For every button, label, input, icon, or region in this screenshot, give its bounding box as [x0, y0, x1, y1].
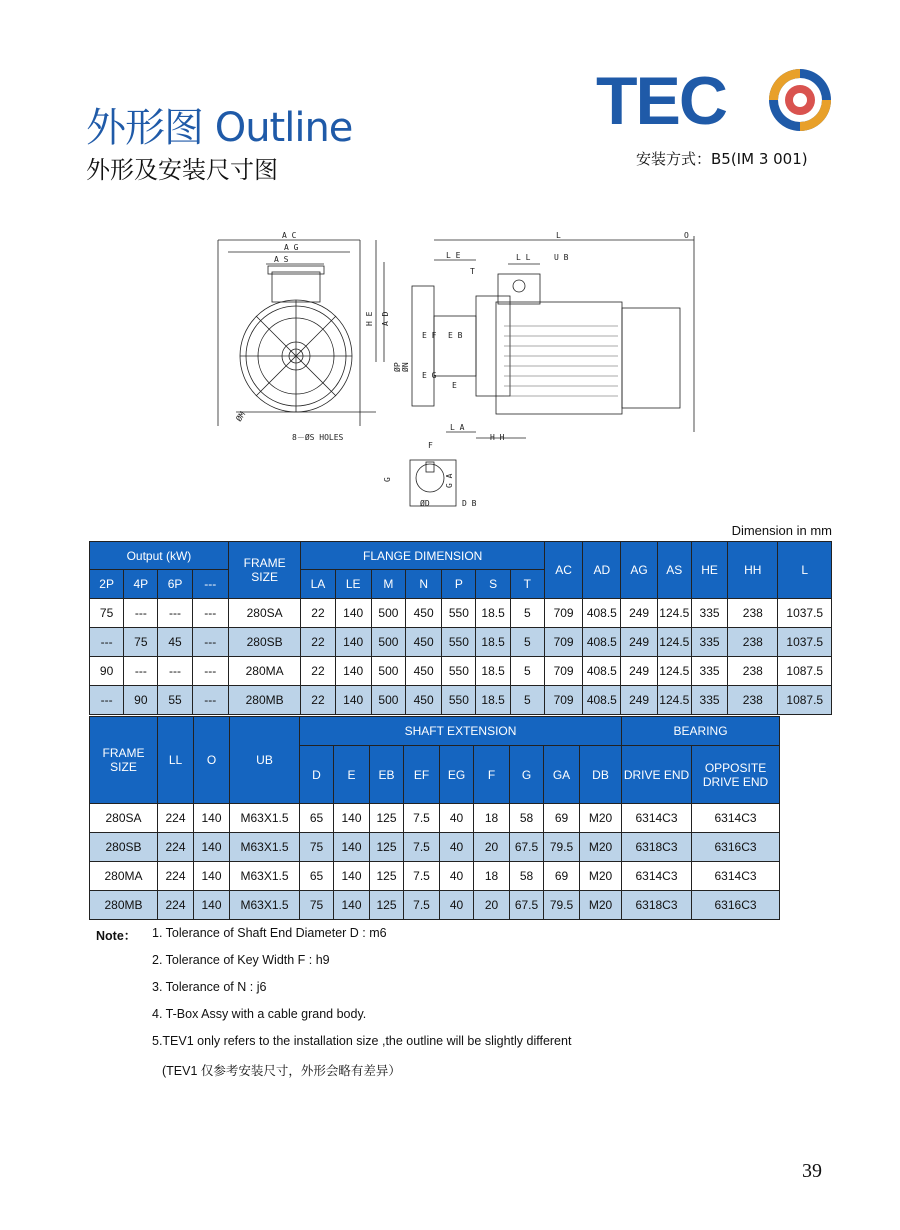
table-cell: 75: [90, 599, 124, 628]
table-cell: 58: [510, 862, 544, 891]
table-cell: 224: [158, 862, 194, 891]
table-cell: 224: [158, 804, 194, 833]
table-cell: 408.5: [583, 628, 621, 657]
label-ad: A D: [381, 311, 390, 326]
label-ub: U B: [554, 253, 569, 262]
table-cell: ---: [158, 657, 192, 686]
table-cell: 6314C3: [692, 804, 780, 833]
logo-text: TEC: [596, 63, 726, 138]
table-row: [90, 686, 832, 715]
col-header-f: F: [474, 746, 510, 804]
table-cell: 7.5: [404, 862, 440, 891]
table-cell: 125: [370, 804, 404, 833]
teco-logo: [596, 62, 836, 138]
table-cell: 500: [371, 628, 405, 657]
table-cell: 238: [728, 686, 778, 715]
table-cell: 55: [158, 686, 192, 715]
table-cell: 450: [406, 599, 442, 628]
table-cell: 280MB: [90, 891, 158, 920]
table-cell: 124.5: [657, 657, 691, 686]
table-cell: ---: [192, 657, 228, 686]
label-ll: L L: [516, 253, 531, 262]
table-cell: 1087.5: [778, 686, 832, 715]
col-header-l: L: [778, 542, 832, 599]
table-cell: M63X1.5: [230, 804, 300, 833]
table-cell: 140: [194, 862, 230, 891]
table-cell: M20: [580, 833, 622, 862]
table-cell: 125: [370, 891, 404, 920]
note-item: (TEV1 仅参考安装尺寸，外形会略有差异）: [162, 1064, 401, 1078]
label-o: O: [684, 231, 689, 240]
dimension-unit-note: Dimension in mm: [731, 523, 832, 538]
table-cell: 22: [301, 686, 335, 715]
table-cell: 79.5: [544, 891, 580, 920]
table-cell: 6316C3: [692, 891, 780, 920]
label-holes: 8－ØS HOLES: [292, 433, 344, 442]
label-e: E: [452, 381, 457, 390]
table-cell: 224: [158, 833, 194, 862]
table-cell: ---: [192, 599, 228, 628]
shaft-bearing-table: [89, 716, 780, 920]
label-he: H E: [365, 311, 374, 326]
table-cell: 280MA: [228, 657, 300, 686]
table-cell: 140: [334, 891, 370, 920]
table-cell: 18: [474, 862, 510, 891]
table-cell: 40: [440, 891, 474, 920]
table-cell: ---: [158, 599, 192, 628]
table-cell: M20: [580, 862, 622, 891]
table-cell: 140: [194, 891, 230, 920]
table-cell: 500: [371, 599, 405, 628]
table-cell: 550: [442, 657, 476, 686]
col-header-hh: HH: [728, 542, 778, 599]
table-cell: 5: [510, 657, 544, 686]
table-row: [90, 599, 832, 628]
label-t: T: [470, 267, 475, 276]
frame-size-header-2: FRAME SIZE: [90, 717, 158, 804]
table-cell: 58: [510, 804, 544, 833]
table-cell: M20: [580, 891, 622, 920]
label-ga: G A: [445, 473, 454, 488]
col-header-db: DB: [580, 746, 622, 804]
col-header-opposite-drive-end: OPPOSITE DRIVE END: [692, 746, 780, 804]
label-p: ØP: [393, 362, 402, 372]
col-header-s: S: [476, 570, 510, 599]
table-cell: 408.5: [583, 657, 621, 686]
table-cell: 18.5: [476, 686, 510, 715]
label-n: ØN: [401, 362, 410, 372]
table-cell: 709: [544, 657, 582, 686]
table-cell: 124.5: [657, 599, 691, 628]
table-cell: 550: [442, 628, 476, 657]
table-cell: 5: [510, 686, 544, 715]
label-ef: E F: [422, 331, 437, 340]
flange-dimension-header: FLANGE DIMENSION: [301, 542, 545, 570]
table-cell: 67.5: [510, 833, 544, 862]
col-header-2p: 2P: [90, 570, 124, 599]
table-cell: ---: [90, 686, 124, 715]
table-cell: 450: [406, 686, 442, 715]
table-cell: 18.5: [476, 628, 510, 657]
shaft-key-detail: [383, 441, 477, 508]
table-cell: 140: [194, 804, 230, 833]
page-number: 39: [802, 1160, 822, 1182]
table-cell: 6318C3: [622, 891, 692, 920]
table-cell: 22: [301, 628, 335, 657]
table-cell: ---: [124, 657, 158, 686]
table-cell: 140: [334, 804, 370, 833]
label-ag: A G: [284, 243, 299, 252]
col-header-e: E: [334, 746, 370, 804]
col-header-he: HE: [691, 542, 727, 599]
table-cell: 280MA: [90, 862, 158, 891]
table-row: [90, 833, 780, 862]
col-header-la: LA: [301, 570, 335, 599]
table-cell: 140: [335, 628, 371, 657]
label-ac: A C: [282, 231, 297, 240]
table-cell: 7.5: [404, 891, 440, 920]
col-header-ag: AG: [621, 542, 657, 599]
table-cell: 65: [300, 862, 334, 891]
table-cell: 140: [335, 686, 371, 715]
table-cell: ---: [124, 599, 158, 628]
col-header-eg: EG: [440, 746, 474, 804]
col-header-n: N: [406, 570, 442, 599]
col-header-t: T: [510, 570, 544, 599]
table-cell: 500: [371, 686, 405, 715]
table-cell: 90: [90, 657, 124, 686]
label-m: ØM: [234, 410, 248, 424]
table-cell: 7.5: [404, 833, 440, 862]
table-cell: ---: [90, 628, 124, 657]
table-cell: 75: [124, 628, 158, 657]
table-cell: M63X1.5: [230, 833, 300, 862]
table-cell: 1037.5: [778, 599, 832, 628]
table-cell: 5: [510, 599, 544, 628]
col-header-as: AS: [657, 542, 691, 599]
table-row: [90, 891, 780, 920]
table-cell: 69: [544, 862, 580, 891]
table-row: [90, 628, 832, 657]
outline-drawing: [200, 226, 720, 516]
table-row: [90, 657, 832, 686]
table-cell: 238: [728, 657, 778, 686]
label-d: ØD: [420, 499, 430, 508]
table-cell: 408.5: [583, 686, 621, 715]
table-cell: 67.5: [510, 891, 544, 920]
table-cell: 709: [544, 599, 582, 628]
col-header-ef: EF: [404, 746, 440, 804]
flange-dimension-table: [89, 541, 832, 715]
label-f: F: [428, 441, 433, 450]
table-cell: 335: [691, 628, 727, 657]
table-cell: 224: [158, 891, 194, 920]
frame-size-header: FRAME SIZE: [228, 542, 300, 599]
table-cell: 140: [335, 599, 371, 628]
table-cell: 249: [621, 628, 657, 657]
table-cell: 90: [124, 686, 158, 715]
table-cell: 280MB: [228, 686, 300, 715]
table-cell: 75: [300, 891, 334, 920]
label-l: L: [556, 231, 561, 240]
table-cell: 40: [440, 804, 474, 833]
bearing-header: BEARING: [622, 717, 780, 746]
table-cell: 79.5: [544, 833, 580, 862]
table-cell: M63X1.5: [230, 891, 300, 920]
table-cell: 125: [370, 862, 404, 891]
table-cell: 280SA: [228, 599, 300, 628]
table-cell: 22: [301, 599, 335, 628]
table-cell: M20: [580, 804, 622, 833]
table-cell: 1087.5: [778, 657, 832, 686]
col-header-p: P: [442, 570, 476, 599]
logo-swirl-icon: [769, 69, 831, 131]
table-cell: 550: [442, 686, 476, 715]
table-cell: 45: [158, 628, 192, 657]
col-header-4p: 4P: [124, 570, 158, 599]
page-subtitle: 外形及安装尺寸图: [86, 156, 278, 184]
table-cell: 140: [194, 833, 230, 862]
table-cell: 40: [440, 833, 474, 862]
col-header-d: D: [300, 746, 334, 804]
col-header-dash: ---: [192, 570, 228, 599]
table-cell: 238: [728, 599, 778, 628]
note-item: 3. Tolerance of N : j6: [152, 980, 267, 994]
table-cell: 709: [544, 686, 582, 715]
side-view: [392, 231, 694, 442]
col-header-ac: AC: [544, 542, 582, 599]
table-cell: 69: [544, 804, 580, 833]
table-cell: 124.5: [657, 628, 691, 657]
table-cell: 335: [691, 599, 727, 628]
table-cell: ---: [192, 628, 228, 657]
front-view: [218, 231, 390, 442]
label-la: L A: [450, 423, 465, 432]
table-cell: 238: [728, 628, 778, 657]
col-header-ub: UB: [230, 717, 300, 804]
table-cell: 125: [370, 833, 404, 862]
table-cell: 500: [371, 657, 405, 686]
label-eb: E B: [448, 331, 463, 340]
table-cell: 280SA: [90, 804, 158, 833]
col-header-ad: AD: [583, 542, 621, 599]
label-le: L E: [446, 251, 461, 260]
table-row: [90, 862, 780, 891]
table-cell: 20: [474, 833, 510, 862]
table-cell: 450: [406, 657, 442, 686]
table-cell: 335: [691, 686, 727, 715]
table-cell: 335: [691, 657, 727, 686]
table-cell: 20: [474, 891, 510, 920]
shaft-extension-header: SHAFT EXTENSION: [300, 717, 622, 746]
table-cell: 550: [442, 599, 476, 628]
label-as: A S: [274, 255, 289, 264]
col-header-ga: GA: [544, 746, 580, 804]
table-cell: 6314C3: [692, 862, 780, 891]
table-cell: 18.5: [476, 599, 510, 628]
col-header-m: M: [371, 570, 405, 599]
table-cell: 65: [300, 804, 334, 833]
table-cell: 1037.5: [778, 628, 832, 657]
table-cell: 40: [440, 862, 474, 891]
table-cell: 6314C3: [622, 804, 692, 833]
col-header-6p: 6P: [158, 570, 192, 599]
col-header-drive-end: DRIVE END: [622, 746, 692, 804]
table-cell: 22: [301, 657, 335, 686]
table-cell: 5: [510, 628, 544, 657]
table-cell: 140: [334, 833, 370, 862]
table-cell: 450: [406, 628, 442, 657]
col-header-o: O: [194, 717, 230, 804]
page-title: 外形图 Outline: [86, 105, 353, 151]
table-cell: 408.5: [583, 599, 621, 628]
table-row: [90, 804, 780, 833]
table-cell: 140: [335, 657, 371, 686]
table-cell: 124.5: [657, 686, 691, 715]
table-cell: 75: [300, 833, 334, 862]
label-g: G: [383, 477, 392, 482]
table-cell: 249: [621, 686, 657, 715]
table-cell: 280SB: [228, 628, 300, 657]
col-header-eb: EB: [370, 746, 404, 804]
table-cell: 709: [544, 628, 582, 657]
notes-label: Note：: [96, 929, 137, 943]
table-cell: 140: [334, 862, 370, 891]
table-cell: 249: [621, 599, 657, 628]
table-cell: 18: [474, 804, 510, 833]
label-db: D B: [462, 499, 477, 508]
table-cell: 6314C3: [622, 862, 692, 891]
table-cell: 6316C3: [692, 833, 780, 862]
col-header-ll: LL: [158, 717, 194, 804]
table-cell: M63X1.5: [230, 862, 300, 891]
label-hh: H H: [490, 433, 505, 442]
table-cell: 18.5: [476, 657, 510, 686]
table-cell: 249: [621, 657, 657, 686]
note-item: 5.TEV1 only refers to the installation size ,the outline will be slightly different: [152, 1034, 572, 1048]
note-item: 4. T-Box Assy with a cable grand body.: [152, 1007, 367, 1021]
mounting-type: 安装方式：B5(IM 3 001): [636, 150, 808, 168]
col-header-g: G: [510, 746, 544, 804]
output-header: Output (kW): [90, 542, 229, 570]
note-item: 1. Tolerance of Shaft End Diameter D : m6: [152, 926, 387, 940]
note-item: 2. Tolerance of Key Width F : h9: [152, 953, 330, 967]
table-cell: 6318C3: [622, 833, 692, 862]
table-cell: ---: [192, 686, 228, 715]
label-eg: E G: [422, 371, 437, 380]
table-cell: 7.5: [404, 804, 440, 833]
table-cell: 280SB: [90, 833, 158, 862]
col-header-le: LE: [335, 570, 371, 599]
